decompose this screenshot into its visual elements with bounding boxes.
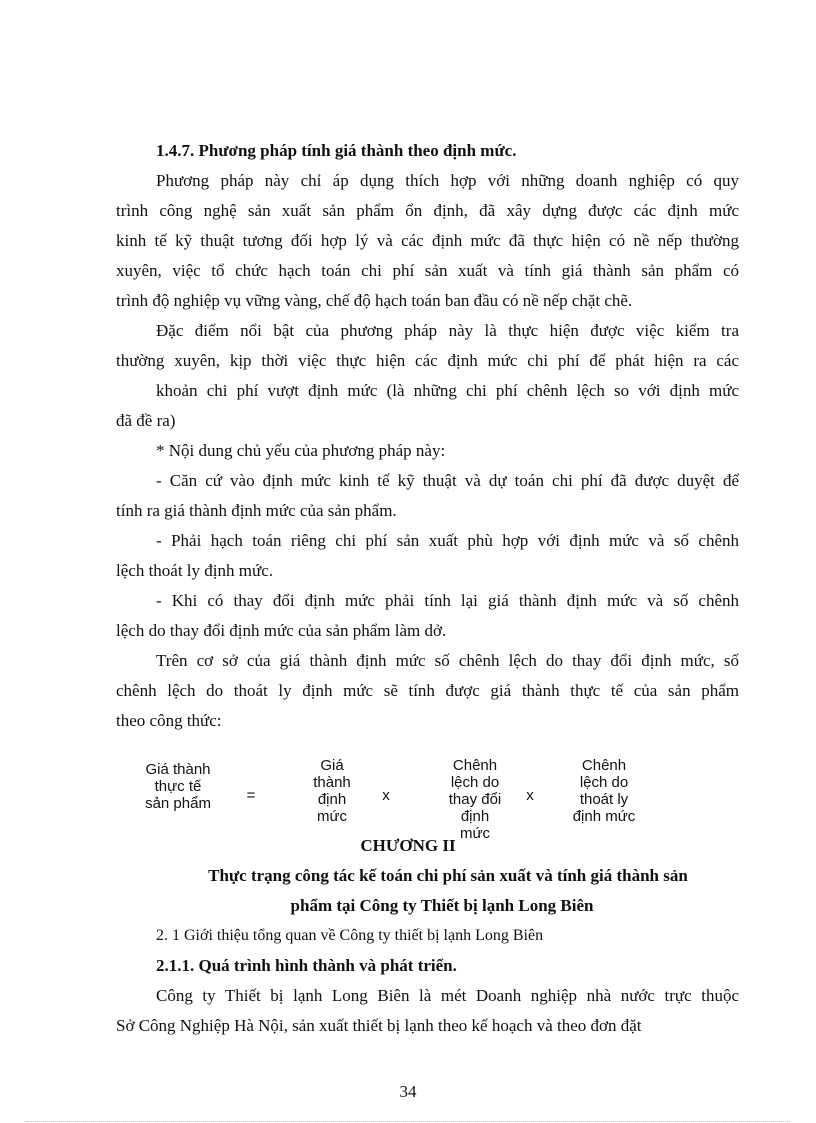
section-heading: 2. 1 Giới thiệu tổng quan về Công ty thiết bị lạnh Long Biên <box>156 927 544 944</box>
chapter-subtitle: Thực trạng công tác kế toán chi phí sản xuất và tính giá thành sản <box>208 866 688 885</box>
section-heading: 2.1.1. Quá trình hình thành và phát triển. <box>156 956 457 975</box>
paragraph-line: trình công nghệ sản xuất sản phẩm ổn định, đã xây dựng được các định mức <box>116 201 739 220</box>
chapter-subtitle: phẩm tại Công ty Thiết bị lạnh Long Biên <box>290 896 594 915</box>
section-heading: 1.4.7. Phương pháp tính giá thành theo định mức. <box>156 141 517 160</box>
paragraph-line: - Khi có thay đổi định mức phải tính lại giá thành định mức và số chênh <box>156 591 739 610</box>
formula-times-2: x <box>526 787 534 804</box>
paragraph-line: lệch thoát ly định mức. <box>116 561 273 580</box>
formula-term-2: Chênh lệch do thay đổi định mức <box>448 757 502 842</box>
paragraph-line: Công ty Thiết bị lạnh Long Biên là mét Doanh nghiệp nhà nước trực thuộc <box>156 986 739 1005</box>
paragraph-line: thường xuyên, kịp thời việc thực hiện các định mức chi phí để phát hiện ra các <box>116 351 739 370</box>
paragraph-line: Trên cơ sở của giá thành định mức số chênh lệch do thay đổi định mức, số <box>156 651 739 670</box>
paragraph-line: chênh lệch do thoát ly định mức sẽ tính được giá thành thực tế của sản phẩm <box>116 681 739 700</box>
paragraph-line: lệch do thay đổi định mức của sản phẩm làm dở. <box>116 621 447 640</box>
paragraph-line: Phương pháp này chỉ áp dụng thích hợp với những doanh nghiệp có quy <box>156 171 739 190</box>
paragraph-line: - Phải hạch toán riêng chi phí sản xuất phù hợp với định mức và số chênh <box>156 531 739 550</box>
paragraph-line: trình độ nghiệp vụ vững vàng, chế độ hạch toán ban đầu có nề nếp chặt chẽ. <box>116 291 633 310</box>
paragraph-line: đã đề ra) <box>116 411 176 430</box>
paragraph-line: tính ra giá thành định mức của sản phẩm. <box>116 501 397 520</box>
paragraph-line: - Căn cứ vào định mức kinh tế kỹ thuật và dự toán chi phí đã được duyệt để <box>156 471 739 490</box>
formula-equals: = <box>246 787 256 804</box>
paragraph-line: xuyên, việc tổ chức hạch toán chi phí sản xuất và tính giá thành sản phẩm có <box>116 261 739 280</box>
formula-term-1: Giá thành định mức <box>313 757 351 825</box>
paragraph-line: khoản chi phí vượt định mức (là những chi phí chênh lệch so với định mức <box>156 381 739 400</box>
page-bottom-divider <box>26 1121 790 1122</box>
formula-lhs: Giá thành thực tế sản phẩm <box>145 761 211 812</box>
formula-term-3: Chênh lệch do thoát ly định mức <box>572 757 636 825</box>
page-number: 34 <box>399 1082 417 1101</box>
chapter-title: CHƯƠNG II <box>360 836 456 855</box>
paragraph-line: theo công thức: <box>116 711 222 730</box>
paragraph-line: kinh tế kỹ thuật tương đối hợp lý và các định mức đã thực hiện có nề nếp thường <box>116 231 739 250</box>
paragraph-line: * Nội dung chủ yếu của phương pháp này: <box>156 441 446 460</box>
paragraph-line: Sở Công Nghiệp Hà Nội, sản xuất thiết bị lạnh theo kế hoạch và theo đơn đặt <box>116 1016 642 1035</box>
paragraph-line: Đặc điểm nổi bật của phương pháp này là thực hiện được việc kiểm tra <box>156 321 739 340</box>
formula-times-1: x <box>382 787 390 804</box>
